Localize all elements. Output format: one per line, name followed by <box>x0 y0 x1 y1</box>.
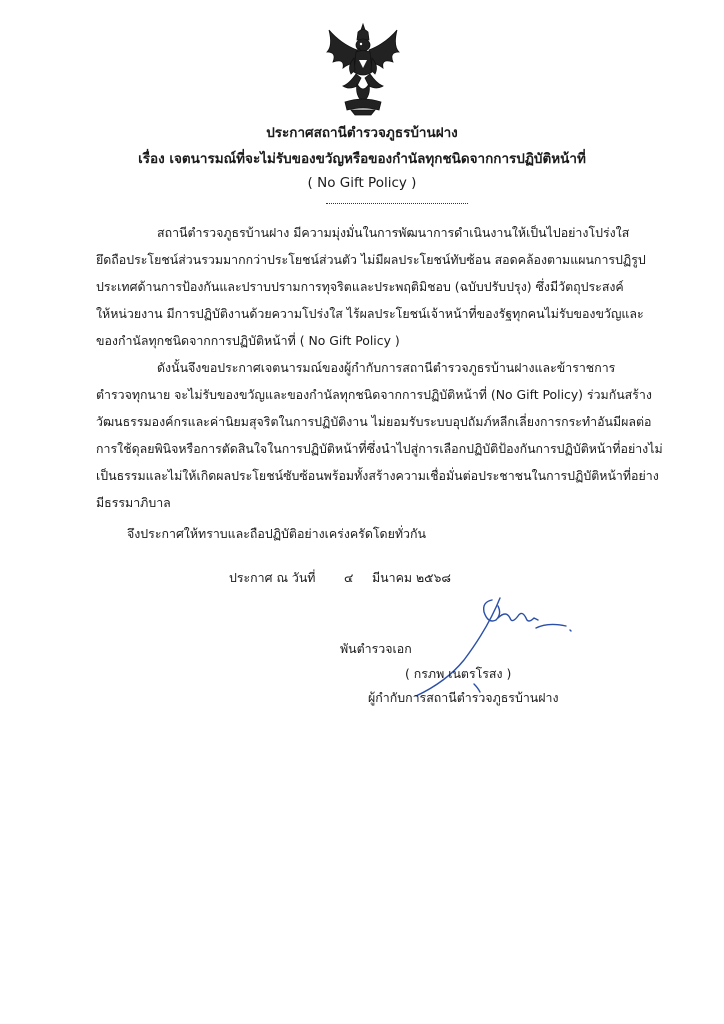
date-prefix: ประกาศ ณ วันที่ <box>229 570 316 585</box>
signatory-name: ( กรภพ เนตรโรสง ) <box>405 666 512 681</box>
paragraph1-line2: ยึดถือประโยชน์ส่วนรวมมากกว่าประโยชน์ส่วนตัว ไม่มีผลประโยชน์ทับซ้อน สอดคล้องตามแผนการปฏิรูป <box>96 252 646 267</box>
date-day: ๔ <box>344 570 354 585</box>
announcement-title: ประกาศสถานีตำรวจภูธรบ้านฝาง <box>266 125 458 141</box>
paragraph2-line2: ตำรวจทุกนาย จะไม่รับของขวัญและของกำนัลทุกชนิดจากการปฏิบัติหน้าที่ (No Gift Policy) ร่วมกันสร้าง <box>96 387 652 402</box>
paragraph2-line1: ดังนั้นจึงขอประกาศเจตนารมณ์ของผู้กำกับการสถานีตำรวจภูธรบ้านฝางและข้าราชการ <box>157 360 616 375</box>
title-divider <box>326 203 468 204</box>
signatory-rank: พันตำรวจเอก <box>340 641 412 656</box>
policy-name: ( No Gift Policy ) <box>307 175 417 191</box>
paragraph2-line3: วัฒนธรรมองค์กรและค่านิยมสุจริตในการปฏิบัติงาน ไม่ยอมรับระบบอุปถัมภ์หลีกเลี่ยงการกระทำอันมีผลต่อ <box>96 414 652 429</box>
paragraph2-line4: การใช้ดุลยพินิจหรือการตัดสินใจในการปฏิบัติหน้าที่ซึ่งนำไปสู่การเลือกปฏิบัติป้องกันการปฏิบัติหน้าที่อย่างไม่ <box>96 441 663 456</box>
signatory-position: ผู้กำกับการสถานีตำรวจภูธรบ้านฝาง <box>368 690 559 705</box>
paragraph1-line1: สถานีตำรวจภูธรบ้านฝาง มีความมุ่งมั่นในการพัฒนาการดำเนินงานให้เป็นไปอย่างโปร่งใส <box>157 225 630 240</box>
paragraph1-line4: ให้หน่วยงาน มีการปฏิบัติงานด้วยความโปร่งใส ไร้ผลประโยชน์เจ้าหน้าที่ของรัฐทุกคนไม่รับของขวัญและ <box>96 306 644 321</box>
paragraph2-line6: มีธรรมาภิบาล <box>96 495 171 510</box>
date-month-year: มีนาคม ๒๕๖๘ <box>372 570 451 585</box>
paragraph1-line3: ประเทศด้านการป้องกันและปราบปรามการทุจริตและประพฤติมิชอบ (ฉบับปรับปรุง) ซึ่งมีวัตถุประสงค์ <box>96 279 624 294</box>
paragraph2-line5: เป็นธรรมและไม่ให้เกิดผลประโยชน์ซับซ้อนพร้อมทั้งสร้างความเชื่อมั่นต่อประชาชนในการปฏิบัติหน้าที่อย่าง <box>96 468 659 483</box>
paragraph1-line5: ของกำนัลทุกชนิดจากการปฏิบัติหน้าที่ ( No Gift Policy ) <box>96 333 400 348</box>
announcement-subject: เรื่อง เจตนารมณ์ที่จะไม่รับของขวัญหรือของกำนัลทุกชนิดจากการปฏิบัติหน้าที่ <box>138 151 586 167</box>
closing-statement: จึงประกาศให้ทราบและถือปฏิบัติอย่างเคร่งครัดโดยทั่วกัน <box>127 526 426 541</box>
garuda-emblem-icon <box>323 22 403 117</box>
